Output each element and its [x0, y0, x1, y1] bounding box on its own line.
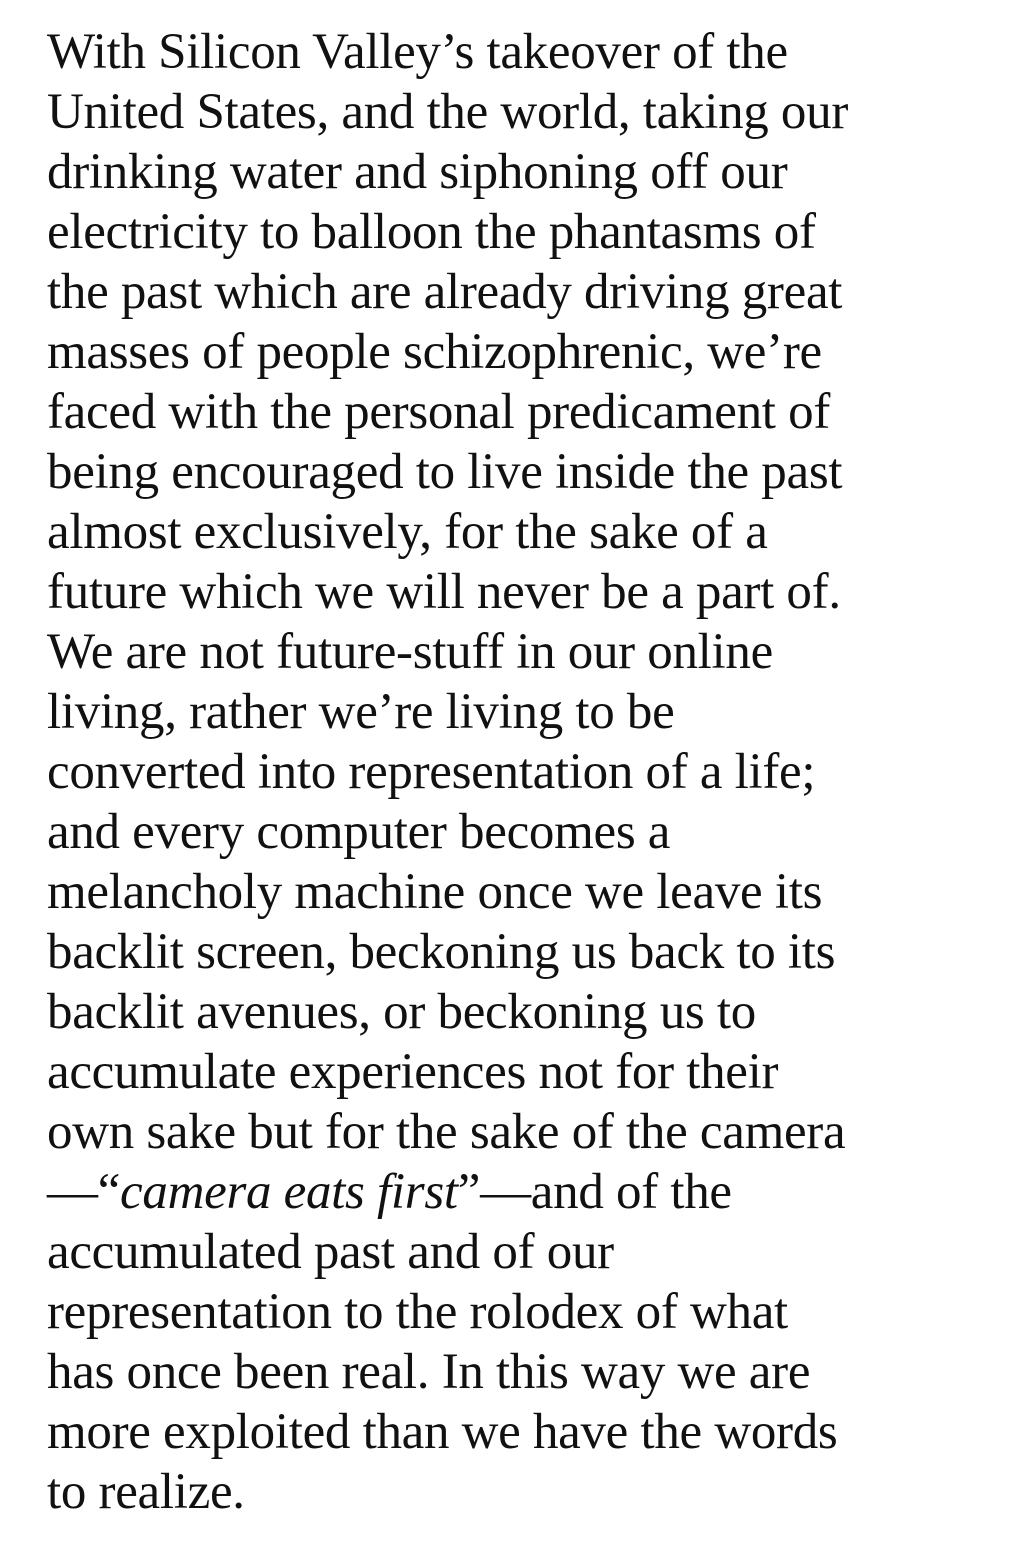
paragraph-line: electricity to balloon the phantasms of [47, 204, 816, 260]
paragraph-line: being encouraged to live inside the past [47, 444, 843, 500]
paragraph-line: to realize. [47, 1464, 245, 1520]
paragraph-line: the past which are already driving great [47, 264, 843, 320]
paragraph-line: faced with the personal predicament of [47, 384, 831, 440]
paragraph-line: drinking water and siphoning off our [47, 144, 788, 200]
article-paragraph [47, 22, 987, 1522]
paragraph-line: has once been real. In this way we are [47, 1344, 811, 1400]
italic-quote: camera eats first [120, 1164, 458, 1220]
paragraph-line-quote [47, 1162, 987, 1222]
paragraph-line: future which we will never be a part of. [47, 564, 841, 620]
paragraph-line: We are not future-stuff in our online [47, 624, 773, 680]
paragraph-line: melancholy machine once we leave its [47, 864, 823, 920]
paragraph-line: more exploited than we have the words [47, 1404, 838, 1460]
paragraph-line: and every computer becomes a [47, 804, 671, 860]
paragraph-line: converted into representation of a life; [47, 744, 816, 800]
paragraph-line: almost exclusively, for the sake of a [47, 504, 768, 560]
paragraph-line: With Silicon Valley’s takeover of the [47, 24, 788, 80]
paragraph-line: accumulated past and of our [47, 1224, 614, 1280]
quote-open: —“ [47, 1164, 121, 1220]
paragraph-line: accumulate experiences not for their [47, 1044, 779, 1100]
paragraph-line: United States, and the world, taking our [47, 84, 849, 140]
paragraph-line: representation to the rolodex of what [47, 1284, 788, 1340]
paragraph-line: masses of people schizophrenic, we’re [47, 324, 822, 380]
paragraph-line: own sake but for the sake of the camera [47, 1104, 846, 1160]
paragraph-line: living, rather we’re living to be [47, 684, 675, 740]
paragraph-line: backlit screen, beckoning us back to its [47, 924, 836, 980]
paragraph-line: backlit avenues, or beckoning us to [47, 984, 756, 1040]
quote-close: ”—and of the [457, 1164, 732, 1220]
